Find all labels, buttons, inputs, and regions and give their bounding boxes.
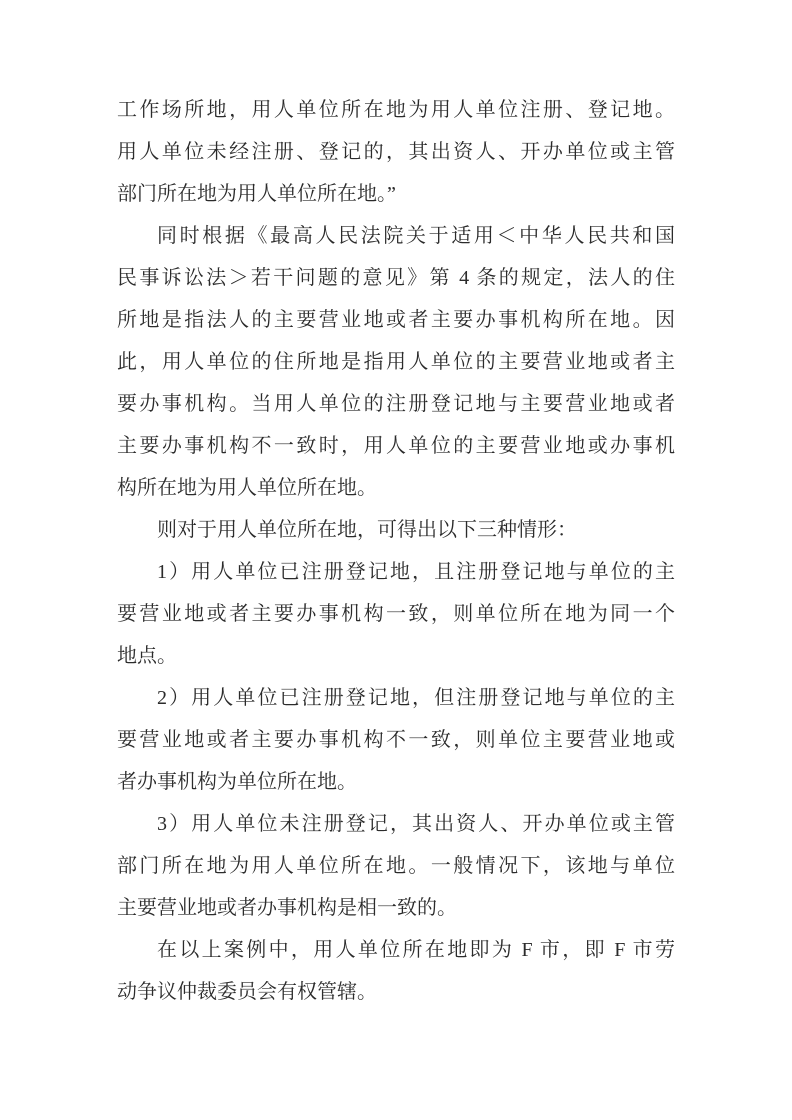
text-line: 在以上案例中，用人单位所在地即为 F 市，即 F 市劳 xyxy=(157,939,675,961)
text-line: 此，用人单位的住所地是指用人单位的主要营业地或者主 xyxy=(117,351,675,373)
text-line: 地点。 xyxy=(117,645,177,667)
text-line: 用人单位未经注册、登记的，其出资人、开办单位或主管 xyxy=(117,141,675,163)
text-line: 动争议仲裁委员会有权管辖。 xyxy=(117,981,377,1003)
text-line: 主要办事机构不一致时，用人单位的主要营业地或办事机 xyxy=(117,435,675,457)
text-line: 要办事机构。当用人单位的注册登记地与主要营业地或者 xyxy=(117,393,675,415)
text-line: 部门所在地为用人单位所在地。一般情况下，该地与单位 xyxy=(117,855,675,877)
text-line: 则对于用人单位所在地，可得出以下三种情形： xyxy=(157,519,577,541)
paragraph xyxy=(117,803,675,929)
paragraph xyxy=(117,509,675,551)
text-line: 构所在地为用人单位所在地。 xyxy=(117,477,377,499)
paragraph xyxy=(117,551,675,677)
text-line: 1）用人单位已注册登记地，且注册登记地与单位的主 xyxy=(157,561,675,583)
text-line: 要营业地或者主要办事机构不一致，则单位主要营业地或 xyxy=(117,729,675,751)
text-line: 者办事机构为单位所在地。 xyxy=(117,771,357,793)
text-line: 主要营业地或者办事机构是相一致的。 xyxy=(117,897,457,919)
paragraph xyxy=(117,929,675,1013)
text-line: 2）用人单位已注册登记地，但注册登记地与单位的主 xyxy=(157,687,675,709)
paragraph xyxy=(117,677,675,803)
document-body xyxy=(117,89,675,1013)
text-line: 3）用人单位未注册登记，其出资人、开办单位或主管 xyxy=(157,813,675,835)
text-line: 民事诉讼法＞若干问题的意见》第 4 条的规定，法人的住 xyxy=(117,267,675,289)
text-line: 要营业地或者主要办事机构一致，则单位所在地为同一个 xyxy=(117,603,675,625)
paragraph xyxy=(117,215,675,509)
text-line: 所地是指法人的主要营业地或者主要办事机构所在地。因 xyxy=(117,309,675,331)
text-line: 工作场所地，用人单位所在地为用人单位注册、登记地。 xyxy=(117,99,675,121)
text-line: 同时根据《最高人民法院关于适用＜中华人民共和国 xyxy=(157,225,675,247)
text-line: 部门所在地为用人单位所在地。” xyxy=(117,183,396,205)
paragraph xyxy=(117,89,675,215)
